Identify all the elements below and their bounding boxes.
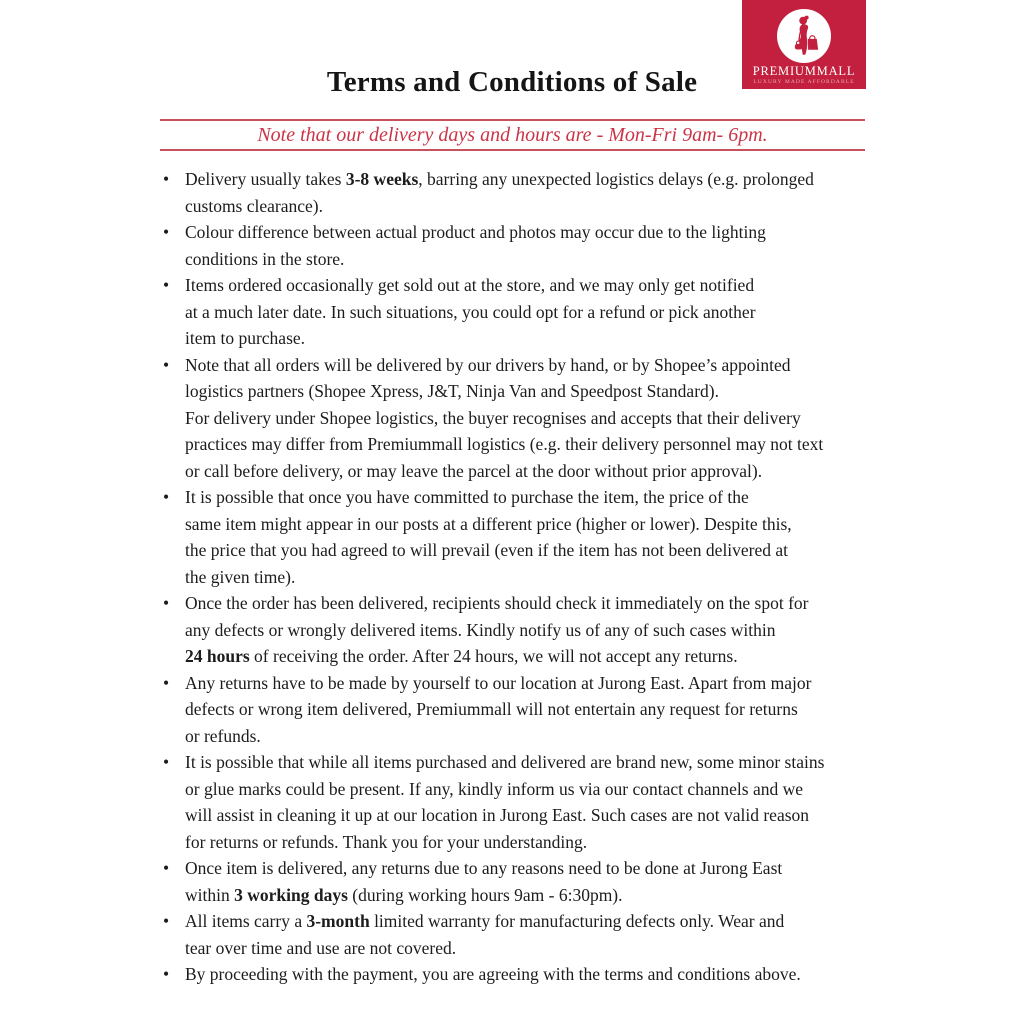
list-item-text: Once item is delivered, any returns due to any reasons need to be done at Jurong East within 3 working days (during working hours 9am - 6:30pm).: [185, 858, 783, 905]
bullet-icon: •: [163, 222, 170, 242]
list-item: [162, 484, 878, 590]
bullet-icon: •: [163, 964, 170, 984]
bullet-icon: •: [163, 911, 170, 931]
list-item-text: All items carry a 3-month limited warranty for manufacturing defects only. Wear and tear over time and use are not covered.: [185, 911, 785, 958]
list-item: [162, 219, 878, 272]
list-item-text: It is possible that once you have committed to purchase the item, the price of the same item might appear in our posts at a different price (higher or lower). Despite this, the price that you had agreed to will prevail (even if the item has not been delivered at the given time).: [185, 487, 792, 587]
list-item: [162, 670, 878, 750]
list-item-text: Colour difference between actual product and photos may occur due to the lighting conditions in the store.: [185, 222, 766, 269]
list-item-text: Once the order has been delivered, recipients should check it immediately on the spot for any defects or wrongly delivered items. Kindly notify us of any of such cases within 24 hours of receiving the order. After 24 hours, we will not accept any returns.: [185, 593, 809, 666]
page-title: Terms and Conditions of Sale: [326, 66, 698, 98]
bullet-icon: •: [163, 169, 170, 189]
list-item: [162, 166, 878, 219]
divider-bottom: [160, 149, 865, 151]
list-item-text: Any returns have to be made by yourself to our location at Jurong East. Apart from major defects or wrong item delivered, Premiummall will not entertain any request for returns or refunds.: [185, 672, 812, 746]
terms-list: [162, 166, 878, 988]
list-item: [162, 352, 878, 485]
list-item: [162, 590, 878, 670]
bullet-icon: •: [163, 275, 170, 295]
bullet-icon: •: [163, 354, 170, 375]
brand-tagline: LUXURY MADE AFFORDABLE: [753, 79, 855, 85]
divider-top: [160, 119, 865, 121]
list-item-text: Items ordered occasionally get sold out at the store, and we may only get notified at a much later date. In such situations, you could opt for a refund or pick another item to purchase.: [185, 275, 756, 348]
list-item: [162, 272, 878, 352]
list-item-text: It is possible that while all items purchased and delivered are brand new, some minor stains or glue marks could be present. If any, kindly inform us via our contact channels and we will assist in cleaning it up at our location in Jurong East. Such cases are not valid reason for returns or refunds. Thank you for your understanding.: [185, 752, 825, 852]
list-item-text: Delivery usually takes 3-8 weeks, barring any unexpected logistics delays (e.g. prolonged customs clearance).: [185, 169, 814, 216]
list-item-text: Note that all orders will be delivered by our drivers by hand, or by Shopee’s appointed logistics partners (Shopee Xpress, J&T, Ninja Van and Speedpost Standard). For delivery under Shopee logistics, the buyer recognises and accepts that their delivery practices may differ from Premiummall logistics (e.g. their delivery personnel may not text or call before delivery, or may leave the parcel at the door without prior approval).: [185, 354, 824, 481]
bullet-icon: •: [163, 593, 170, 613]
bullet-icon: •: [163, 858, 170, 878]
list-item: [162, 908, 878, 961]
brand-name: PREMIUMMALL: [752, 64, 856, 78]
delivery-note: Note that our delivery days and hours are - Mon-Fri 9am- 6pm.: [257, 124, 768, 146]
bullet-icon: •: [163, 672, 170, 693]
woman-with-shopping-bags-icon: [777, 9, 831, 63]
list-item: [162, 855, 878, 908]
bullet-icon: •: [163, 487, 170, 507]
bullet-icon: •: [163, 752, 170, 772]
list-item-text: By proceeding with the payment, you are agreeing with the terms and conditions above.: [185, 964, 801, 984]
list-item: [162, 961, 878, 988]
list-item: [162, 749, 878, 855]
